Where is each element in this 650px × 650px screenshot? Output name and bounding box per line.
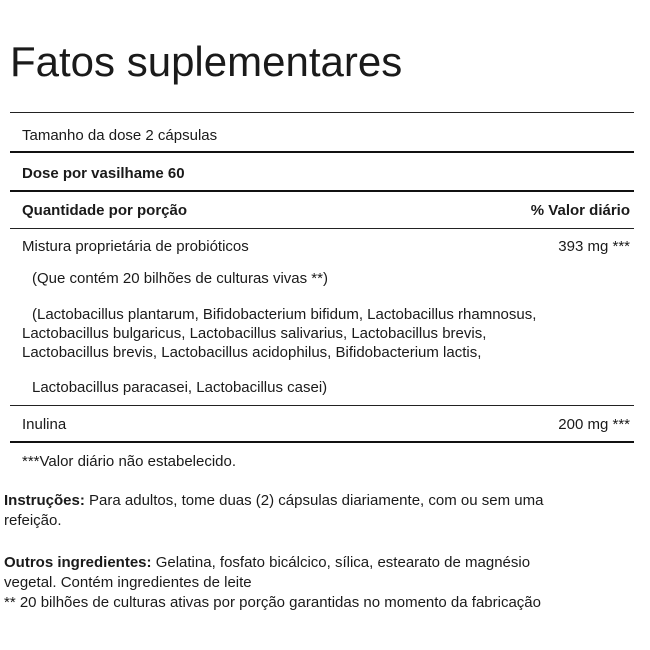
serving-size: Tamanho da dose 2 cápsulas bbox=[22, 127, 218, 144]
instructions bbox=[4, 491, 644, 531]
ingredient-amount: 200 mg *** bbox=[558, 416, 630, 433]
divider bbox=[10, 441, 634, 443]
amount-header: Quantidade por porção bbox=[22, 202, 188, 219]
other-ingredients-label: Outros ingredientes: bbox=[4, 554, 152, 571]
strains-text: Lactobacillus paracasei, Lactobacillus casei) bbox=[32, 379, 328, 396]
strains-text: Lactobacillus bulgaricus, Lactobacillus salivarius, Lactobacillus brevis, bbox=[22, 325, 487, 342]
divider bbox=[10, 228, 634, 229]
ingredient-name: Mistura proprietária de probióticos bbox=[22, 238, 249, 255]
footnote: ***Valor diário não estabelecido. bbox=[22, 453, 237, 470]
divider bbox=[10, 405, 634, 406]
ingredient-amount: 393 mg *** bbox=[558, 238, 630, 255]
instructions-label: Instruções: bbox=[4, 492, 85, 509]
strains-text: Lactobacillus brevis, Lactobacillus acidophilus, Bifidobacterium lactis, bbox=[22, 344, 482, 361]
divider bbox=[10, 190, 634, 192]
instructions-text: refeição. bbox=[4, 512, 62, 529]
cultures-note: (Que contém 20 bilhões de culturas vivas **) bbox=[32, 270, 328, 287]
other-ingredients bbox=[4, 553, 644, 613]
instructions-text: Para adultos, tome duas (2) cápsulas diariamente, com ou sem uma bbox=[84, 492, 544, 509]
daily-value-header: % Valor diário bbox=[530, 202, 630, 219]
cultures-guarantee-note: ** 20 bilhões de culturas ativas por porção garantidas no momento da fabricação bbox=[4, 594, 541, 611]
servings-per-container: Dose por vasilhame 60 bbox=[22, 165, 185, 182]
divider bbox=[10, 112, 634, 113]
other-ingredients-text: vegetal. Contém ingredientes de leite bbox=[4, 574, 252, 591]
divider bbox=[10, 151, 634, 153]
other-ingredients-text: Gelatina, fosfato bicálcico, sílica, estearato de magnésio bbox=[151, 554, 531, 571]
ingredient-name: Inulina bbox=[22, 416, 67, 433]
page-title: Fatos suplementares bbox=[10, 38, 403, 85]
strains-text: (Lactobacillus plantarum, Bifidobacterium bifidum, Lactobacillus rhamnosus, bbox=[32, 306, 537, 323]
